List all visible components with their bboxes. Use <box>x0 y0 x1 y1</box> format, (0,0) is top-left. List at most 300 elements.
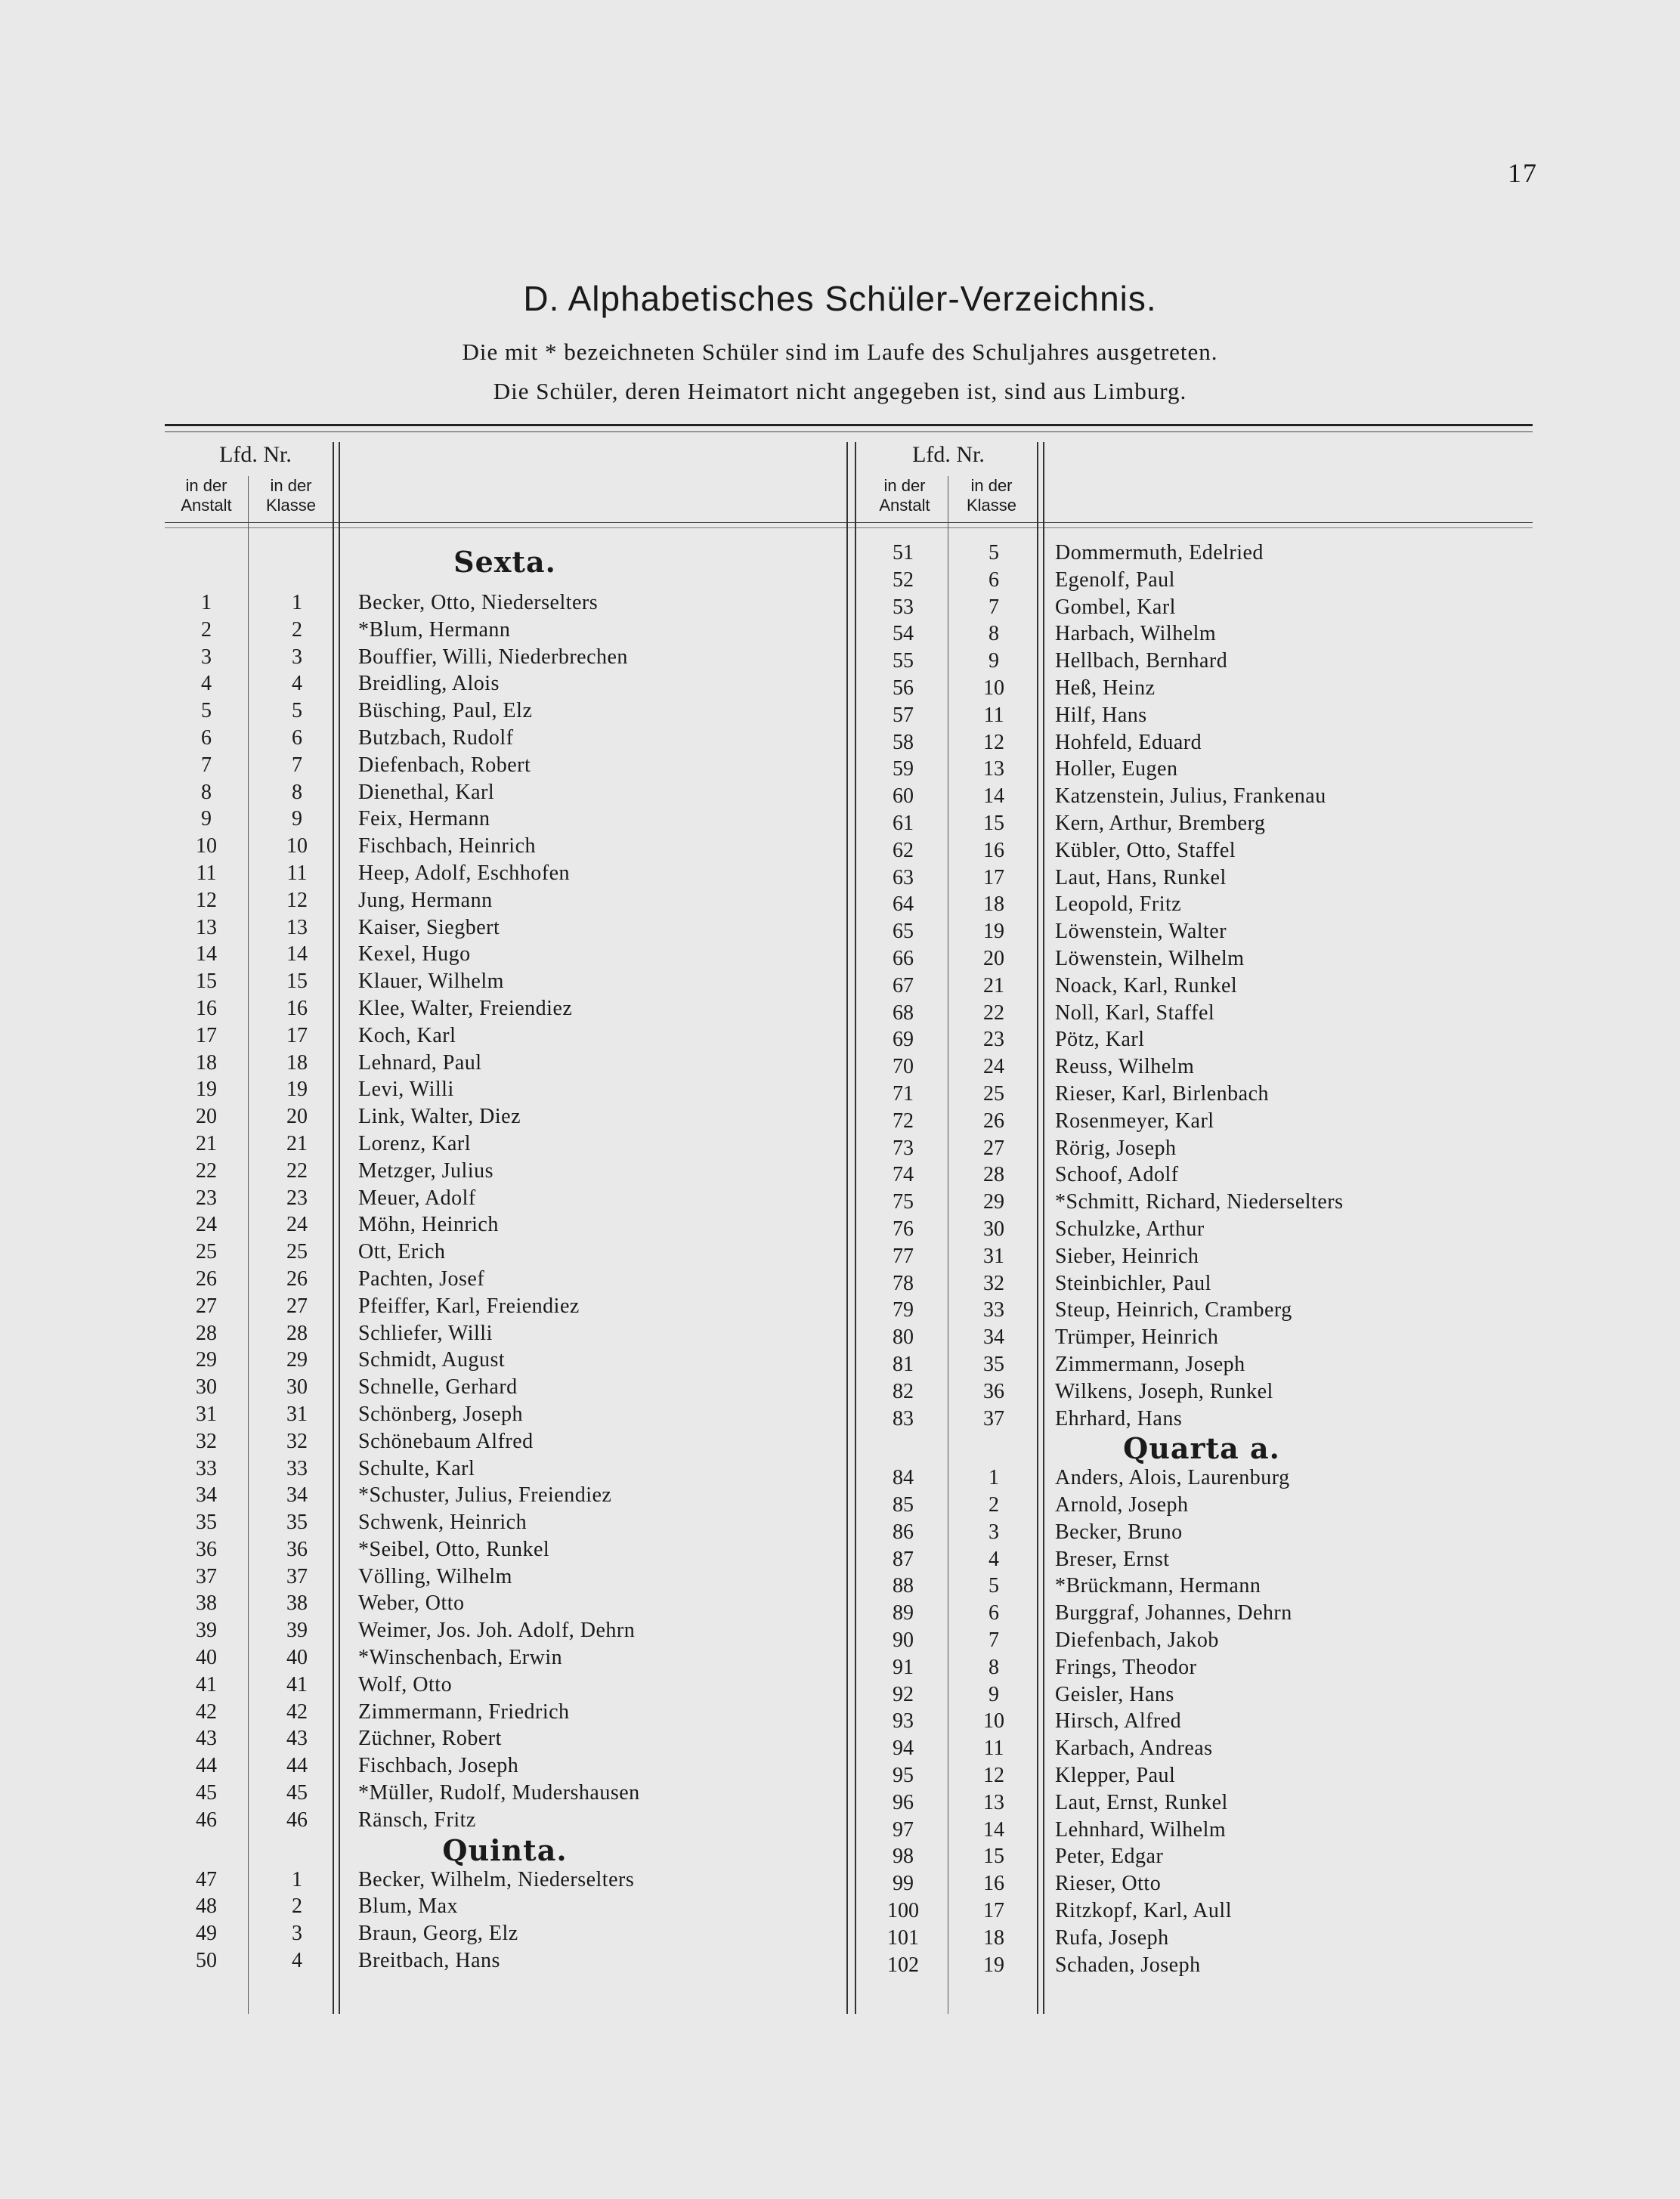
anstalt-number: 93 <box>893 1709 914 1734</box>
student-name: Dienethal, Karl <box>358 780 495 804</box>
klasse-number: 2 <box>292 617 302 642</box>
student-row <box>862 1135 1527 1162</box>
section-title: Sexta. <box>453 545 556 579</box>
student-row <box>165 1050 845 1077</box>
anstalt-number: 89 <box>893 1601 914 1625</box>
klasse-number: 40 <box>286 1646 308 1670</box>
student-name: Harbach, Wilhelm <box>1055 622 1217 646</box>
student-name: Zimmermann, Joseph <box>1055 1352 1245 1376</box>
klasse-number: 35 <box>286 1511 308 1535</box>
klasse-number: 21 <box>983 973 1004 997</box>
student-name: Hellbach, Bernhard <box>1055 649 1228 673</box>
student-row <box>165 1455 845 1483</box>
klasse-number: 22 <box>286 1158 308 1183</box>
student-row <box>862 540 1527 567</box>
anstalt-number: 60 <box>893 784 914 809</box>
student-name: Braun, Georg, Elz <box>358 1922 518 1946</box>
student-name: Lorenz, Karl <box>358 1131 472 1155</box>
klasse-number: 1 <box>989 1466 999 1490</box>
student-row <box>862 1270 1527 1297</box>
klasse-number: 26 <box>286 1267 308 1291</box>
right-header-anstalt-line1: in der <box>883 476 926 495</box>
klasse-number: 31 <box>286 1402 308 1426</box>
anstalt-number: 8 <box>201 780 212 804</box>
anstalt-number: 40 <box>196 1646 217 1670</box>
student-name: *Blum, Hermann <box>358 617 511 642</box>
anstalt-number: 100 <box>887 1899 919 1923</box>
student-row <box>165 589 845 617</box>
top-rule-thin <box>165 431 1533 432</box>
student-name: Pachten, Josef <box>358 1267 485 1291</box>
student-row <box>862 702 1527 729</box>
student-row <box>165 1320 845 1347</box>
anstalt-number: 76 <box>893 1217 914 1241</box>
klasse-number: 20 <box>286 1105 308 1129</box>
student-row <box>165 1401 845 1428</box>
klasse-number: 7 <box>292 753 302 777</box>
klasse-number: 22 <box>983 1001 1004 1025</box>
anstalt-number: 64 <box>893 892 914 917</box>
anstalt-number: 41 <box>196 1672 217 1696</box>
klasse-number: 3 <box>292 645 302 669</box>
klasse-number: 29 <box>983 1190 1004 1214</box>
left-header-anstalt-line1: in der <box>185 476 227 495</box>
anstalt-number: 83 <box>893 1406 914 1430</box>
student-row <box>862 1925 1527 1952</box>
anstalt-number: 29 <box>196 1348 217 1372</box>
student-name: Klee, Walter, Freiendiez <box>358 996 573 1020</box>
student-name: Anders, Alois, Laurenburg <box>1055 1466 1290 1490</box>
student-row <box>165 1239 845 1266</box>
student-name: Reuss, Wilhelm <box>1055 1055 1195 1079</box>
student-row <box>862 783 1527 810</box>
section-title: Quarta a. <box>1123 1431 1280 1466</box>
klasse-number: 11 <box>983 1737 1004 1761</box>
student-name: Hohfeld, Eduard <box>1055 730 1202 754</box>
student-name: Kaiser, Siegbert <box>358 915 500 939</box>
student-name: Karbach, Andreas <box>1055 1737 1213 1761</box>
student-name: Koch, Karl <box>358 1023 456 1047</box>
student-name: Ott, Erich <box>358 1240 446 1264</box>
klasse-number: 5 <box>989 541 999 564</box>
klasse-number: 37 <box>286 1564 308 1588</box>
klasse-number: 8 <box>292 780 302 804</box>
klasse-number: 6 <box>989 568 999 592</box>
klasse-number: 28 <box>983 1163 1004 1187</box>
student-row <box>862 1297 1527 1324</box>
student-row <box>165 968 845 995</box>
klasse-number: 2 <box>292 1894 302 1919</box>
student-name: Löwenstein, Wilhelm <box>1055 946 1245 970</box>
student-row <box>165 1563 845 1591</box>
anstalt-number: 11 <box>196 861 217 885</box>
anstalt-number: 17 <box>196 1023 217 1047</box>
student-name: *Schuster, Julius, Freiendiez <box>358 1483 612 1508</box>
student-name: Heep, Adolf, Eschhofen <box>358 861 571 885</box>
klasse-number: 24 <box>983 1055 1004 1079</box>
student-name: Rieser, Otto <box>1055 1872 1162 1896</box>
anstalt-number: 101 <box>887 1925 919 1950</box>
anstalt-number: 35 <box>196 1511 217 1535</box>
student-row <box>862 756 1527 783</box>
student-row <box>862 1789 1527 1817</box>
student-name: Heß, Heinz <box>1055 676 1156 700</box>
klasse-number: 41 <box>286 1672 308 1696</box>
student-name: Fischbach, Joseph <box>358 1754 519 1778</box>
student-row <box>862 1000 1527 1027</box>
klasse-number: 19 <box>983 1953 1004 1977</box>
klasse-number: 18 <box>286 1050 308 1075</box>
student-name: Kexel, Hugo <box>358 942 471 967</box>
student-row <box>862 1843 1527 1870</box>
anstalt-number: 39 <box>196 1619 217 1643</box>
student-row <box>862 1519 1527 1546</box>
student-name: Schönebaum Alfred <box>358 1429 534 1453</box>
student-row <box>165 941 845 968</box>
anstalt-number: 91 <box>893 1655 914 1679</box>
klasse-number: 36 <box>286 1537 308 1561</box>
student-name: Noack, Karl, Runkel <box>1055 973 1238 997</box>
student-row <box>165 644 845 671</box>
klasse-number: 32 <box>983 1271 1004 1295</box>
student-name: Peter, Edgar <box>1055 1845 1164 1869</box>
anstalt-number: 21 <box>196 1131 217 1155</box>
student-row <box>165 1644 845 1672</box>
anstalt-number: 56 <box>893 676 914 700</box>
note-hometown: Die Schüler, deren Heimatort nicht angegeben ist, sind aus Limburg. <box>493 378 1187 404</box>
klasse-number: 18 <box>983 892 1004 917</box>
student-row <box>862 1378 1527 1406</box>
student-name: Pötz, Karl <box>1055 1028 1145 1052</box>
anstalt-number: 31 <box>196 1402 217 1426</box>
student-row <box>165 1893 845 1920</box>
anstalt-number: 37 <box>196 1564 217 1588</box>
klasse-number: 4 <box>989 1547 999 1571</box>
student-name: Bouffier, Willi, Niederbrechen <box>358 645 628 669</box>
student-name: Geisler, Hans <box>1055 1682 1174 1706</box>
klasse-number: 12 <box>983 730 1004 754</box>
student-row <box>862 1735 1527 1762</box>
student-row <box>862 1897 1527 1925</box>
klasse-number: 15 <box>983 811 1004 835</box>
klasse-number: 26 <box>983 1109 1004 1133</box>
anstalt-number: 14 <box>196 942 217 967</box>
right-header-anstalt-line2: Anstalt <box>879 496 930 515</box>
klasse-number: 12 <box>983 1764 1004 1788</box>
klasse-number: 1 <box>292 1867 302 1891</box>
klasse-number: 4 <box>292 672 302 696</box>
student-name: Hilf, Hans <box>1055 703 1147 727</box>
anstalt-number: 12 <box>196 888 217 912</box>
anstalt-number: 34 <box>196 1483 217 1508</box>
anstalt-number: 96 <box>893 1790 914 1814</box>
student-name: Pfeiffer, Karl, Freiendiez <box>358 1294 580 1318</box>
anstalt-number: 5 <box>201 699 212 723</box>
anstalt-number: 77 <box>893 1244 914 1268</box>
student-row <box>165 697 845 725</box>
anstalt-number: 72 <box>893 1109 914 1133</box>
student-name: Klauer, Wilhelm <box>358 970 504 994</box>
student-row <box>165 1158 845 1185</box>
student-name: Breidling, Alois <box>358 672 500 696</box>
anstalt-number: 79 <box>893 1298 914 1322</box>
anstalt-number: 9 <box>201 807 212 831</box>
klasse-number: 37 <box>983 1406 1004 1430</box>
student-name: Frings, Theodor <box>1055 1655 1197 1679</box>
anstalt-number: 16 <box>196 996 217 1020</box>
klasse-number: 18 <box>983 1925 1004 1950</box>
anstalt-number: 18 <box>196 1050 217 1075</box>
student-row <box>862 837 1527 864</box>
klasse-number: 21 <box>286 1131 308 1155</box>
student-name: Züchner, Robert <box>358 1727 502 1751</box>
student-name: Fischbach, Heinrich <box>358 834 536 858</box>
student-name: Zimmermann, Friedrich <box>358 1700 570 1724</box>
anstalt-number: 26 <box>196 1267 217 1291</box>
klasse-number: 6 <box>989 1601 999 1625</box>
student-row <box>862 567 1527 594</box>
anstalt-number: 86 <box>893 1520 914 1544</box>
student-name: Feix, Hermann <box>358 807 490 831</box>
student-row <box>165 1672 845 1699</box>
anstalt-number: 71 <box>893 1081 914 1106</box>
student-name: Wolf, Otto <box>358 1672 453 1696</box>
klasse-number: 28 <box>286 1321 308 1345</box>
student-row <box>862 864 1527 892</box>
student-name: Kübler, Otto, Staffel <box>1055 838 1236 862</box>
klasse-number: 13 <box>983 1790 1004 1814</box>
anstalt-number: 43 <box>196 1727 217 1751</box>
anstalt-number: 1 <box>201 591 212 614</box>
klasse-number: 33 <box>286 1456 308 1480</box>
student-row <box>165 1752 845 1780</box>
student-name: Völling, Wilhelm <box>358 1564 512 1588</box>
student-row <box>862 1161 1527 1189</box>
center-divider-b <box>855 442 856 2014</box>
student-row <box>165 1780 845 1807</box>
student-name: Meuer, Adolf <box>358 1186 476 1210</box>
anstalt-number: 57 <box>893 703 914 727</box>
klasse-number: 10 <box>286 834 308 858</box>
klasse-number: 4 <box>292 1949 302 1973</box>
anstalt-number: 88 <box>893 1574 914 1598</box>
student-row <box>165 1185 845 1212</box>
student-row <box>862 973 1527 1000</box>
student-row <box>165 860 845 887</box>
student-row <box>165 1509 845 1536</box>
anstalt-number: 24 <box>196 1213 217 1237</box>
anstalt-number: 63 <box>893 865 914 889</box>
student-name: *Schmitt, Richard, Niederselters <box>1055 1190 1344 1214</box>
anstalt-number: 51 <box>893 541 914 564</box>
left-header-anstalt <box>165 476 248 515</box>
anstalt-number: 98 <box>893 1845 914 1869</box>
klasse-number: 7 <box>989 1628 999 1653</box>
klasse-number: 3 <box>989 1520 999 1544</box>
anstalt-number: 2 <box>201 617 212 642</box>
student-name: Metzger, Julius <box>358 1158 494 1183</box>
student-row <box>862 1324 1527 1351</box>
klasse-number: 17 <box>983 865 1004 889</box>
student-name: Dommermuth, Edelried <box>1055 541 1264 564</box>
student-row <box>862 1351 1527 1378</box>
student-row <box>862 1546 1527 1573</box>
klasse-number: 36 <box>983 1379 1004 1403</box>
anstalt-number: 48 <box>196 1894 217 1919</box>
klasse-number: 9 <box>989 649 999 673</box>
left-student-list <box>165 540 845 1975</box>
anstalt-number: 58 <box>893 730 914 754</box>
student-row <box>862 810 1527 837</box>
klasse-number: 24 <box>286 1213 308 1237</box>
student-name: Ritzkopf, Karl, Aull <box>1055 1899 1232 1923</box>
student-row <box>862 1681 1527 1709</box>
anstalt-number: 70 <box>893 1055 914 1079</box>
anstalt-number: 32 <box>196 1429 217 1453</box>
klasse-number: 6 <box>292 725 302 750</box>
klasse-number: 23 <box>286 1186 308 1210</box>
klasse-number: 5 <box>292 699 302 723</box>
student-row <box>165 1428 845 1455</box>
student-row <box>862 1654 1527 1681</box>
klasse-number: 2 <box>989 1493 999 1517</box>
student-name: Link, Walter, Diez <box>358 1105 521 1129</box>
student-name: Laut, Ernst, Runkel <box>1055 1790 1228 1814</box>
student-name: Schwenk, Heinrich <box>358 1511 528 1535</box>
anstalt-number: 47 <box>196 1867 217 1891</box>
anstalt-number: 65 <box>893 920 914 944</box>
student-row <box>165 1947 845 1975</box>
anstalt-number: 45 <box>196 1781 217 1805</box>
student-name: Levi, Willi <box>358 1078 454 1102</box>
student-name: *Brückmann, Hermann <box>1055 1574 1261 1598</box>
student-row <box>862 1627 1527 1654</box>
anstalt-number: 59 <box>893 757 914 781</box>
klasse-number: 16 <box>983 1872 1004 1896</box>
klasse-number: 25 <box>286 1240 308 1264</box>
klasse-number: 33 <box>983 1298 1004 1322</box>
student-row <box>165 1725 845 1752</box>
anstalt-number: 46 <box>196 1808 217 1832</box>
student-row <box>862 1573 1527 1600</box>
student-name: Ehrhard, Hans <box>1055 1406 1183 1430</box>
klasse-number: 30 <box>286 1375 308 1400</box>
anstalt-number: 44 <box>196 1754 217 1778</box>
klasse-number: 8 <box>989 622 999 646</box>
anstalt-number: 10 <box>196 834 217 858</box>
left-header-klasse-line1: in der <box>270 476 312 495</box>
student-name: Schliefer, Willi <box>358 1321 493 1345</box>
student-name: Schulzke, Arthur <box>1055 1217 1205 1241</box>
anstalt-number: 85 <box>893 1493 914 1517</box>
student-row <box>862 1952 1527 1979</box>
student-row <box>862 918 1527 945</box>
klasse-number: 32 <box>286 1429 308 1453</box>
section-heading-row <box>862 1432 1527 1464</box>
student-row <box>165 995 845 1022</box>
anstalt-number: 3 <box>201 645 212 669</box>
left-header-klasse-line2: Klasse <box>265 496 317 515</box>
student-row <box>862 1108 1527 1135</box>
anstalt-number: 54 <box>893 622 914 646</box>
student-name: Schnelle, Gerhard <box>358 1375 518 1400</box>
anstalt-number: 53 <box>893 595 914 619</box>
student-name: Diefenbach, Jakob <box>1055 1628 1219 1653</box>
anstalt-number: 49 <box>196 1922 217 1946</box>
right-header-lfd-nr: Lfd. Nr. <box>912 442 985 467</box>
anstalt-number: 7 <box>201 753 212 777</box>
klasse-number: 42 <box>286 1700 308 1724</box>
klasse-number: 34 <box>983 1325 1004 1350</box>
student-name: Steinbichler, Paul <box>1055 1271 1211 1295</box>
anstalt-number: 75 <box>893 1190 914 1214</box>
anstalt-number: 28 <box>196 1321 217 1345</box>
student-name: Schaden, Joseph <box>1055 1953 1201 1977</box>
klasse-number: 14 <box>983 1817 1004 1842</box>
anstalt-number: 62 <box>893 838 914 862</box>
student-name: Egenolf, Paul <box>1055 568 1175 592</box>
student-row <box>165 752 845 779</box>
student-name: Diefenbach, Robert <box>358 753 531 777</box>
student-row <box>165 833 845 860</box>
student-name: Laut, Hans, Runkel <box>1055 865 1227 889</box>
student-name: Jung, Hermann <box>358 888 493 912</box>
anstalt-number: 66 <box>893 946 914 970</box>
student-name: Lehnhard, Wilhelm <box>1055 1817 1227 1842</box>
student-name: Schulte, Karl <box>358 1456 475 1480</box>
student-row <box>165 1374 845 1401</box>
student-name: Arnold, Joseph <box>1055 1493 1189 1517</box>
student-row <box>862 1492 1527 1519</box>
klasse-number: 14 <box>983 784 1004 809</box>
anstalt-number: 97 <box>893 1817 914 1842</box>
klasse-number: 20 <box>983 946 1004 970</box>
klasse-number: 19 <box>286 1078 308 1102</box>
student-row <box>862 1081 1527 1108</box>
student-name: Rieser, Karl, Birlenbach <box>1055 1081 1270 1106</box>
student-name: Rosenmeyer, Karl <box>1055 1109 1214 1133</box>
student-name: Rörig, Joseph <box>1055 1136 1177 1160</box>
anstalt-number: 15 <box>196 970 217 994</box>
student-name: Lehnard, Paul <box>358 1050 482 1075</box>
anstalt-number: 82 <box>893 1379 914 1403</box>
klasse-number: 35 <box>983 1352 1004 1376</box>
klasse-number: 44 <box>286 1754 308 1778</box>
klasse-number: 16 <box>983 838 1004 862</box>
student-row <box>862 945 1527 973</box>
student-row <box>862 1216 1527 1243</box>
klasse-number: 8 <box>989 1655 999 1679</box>
anstalt-number: 38 <box>196 1591 217 1616</box>
student-name: Schönberg, Joseph <box>358 1402 523 1426</box>
header-rule <box>165 522 1533 523</box>
student-name: Klepper, Paul <box>1055 1764 1176 1788</box>
student-row <box>165 806 845 833</box>
student-row <box>165 1076 845 1103</box>
student-name: Trümper, Heinrich <box>1055 1325 1219 1350</box>
student-name: Holler, Eugen <box>1055 757 1178 781</box>
student-name: Sieber, Heinrich <box>1055 1244 1199 1268</box>
student-row <box>862 1406 1527 1433</box>
klasse-number: 5 <box>989 1574 999 1598</box>
anstalt-number: 73 <box>893 1136 914 1160</box>
student-name: Gombel, Karl <box>1055 595 1176 619</box>
anstalt-number: 52 <box>893 568 914 592</box>
right-header-anstalt <box>863 476 946 515</box>
anstalt-number: 4 <box>201 672 212 696</box>
klasse-number: 1 <box>292 591 302 614</box>
student-name: Hirsch, Alfred <box>1055 1709 1182 1734</box>
